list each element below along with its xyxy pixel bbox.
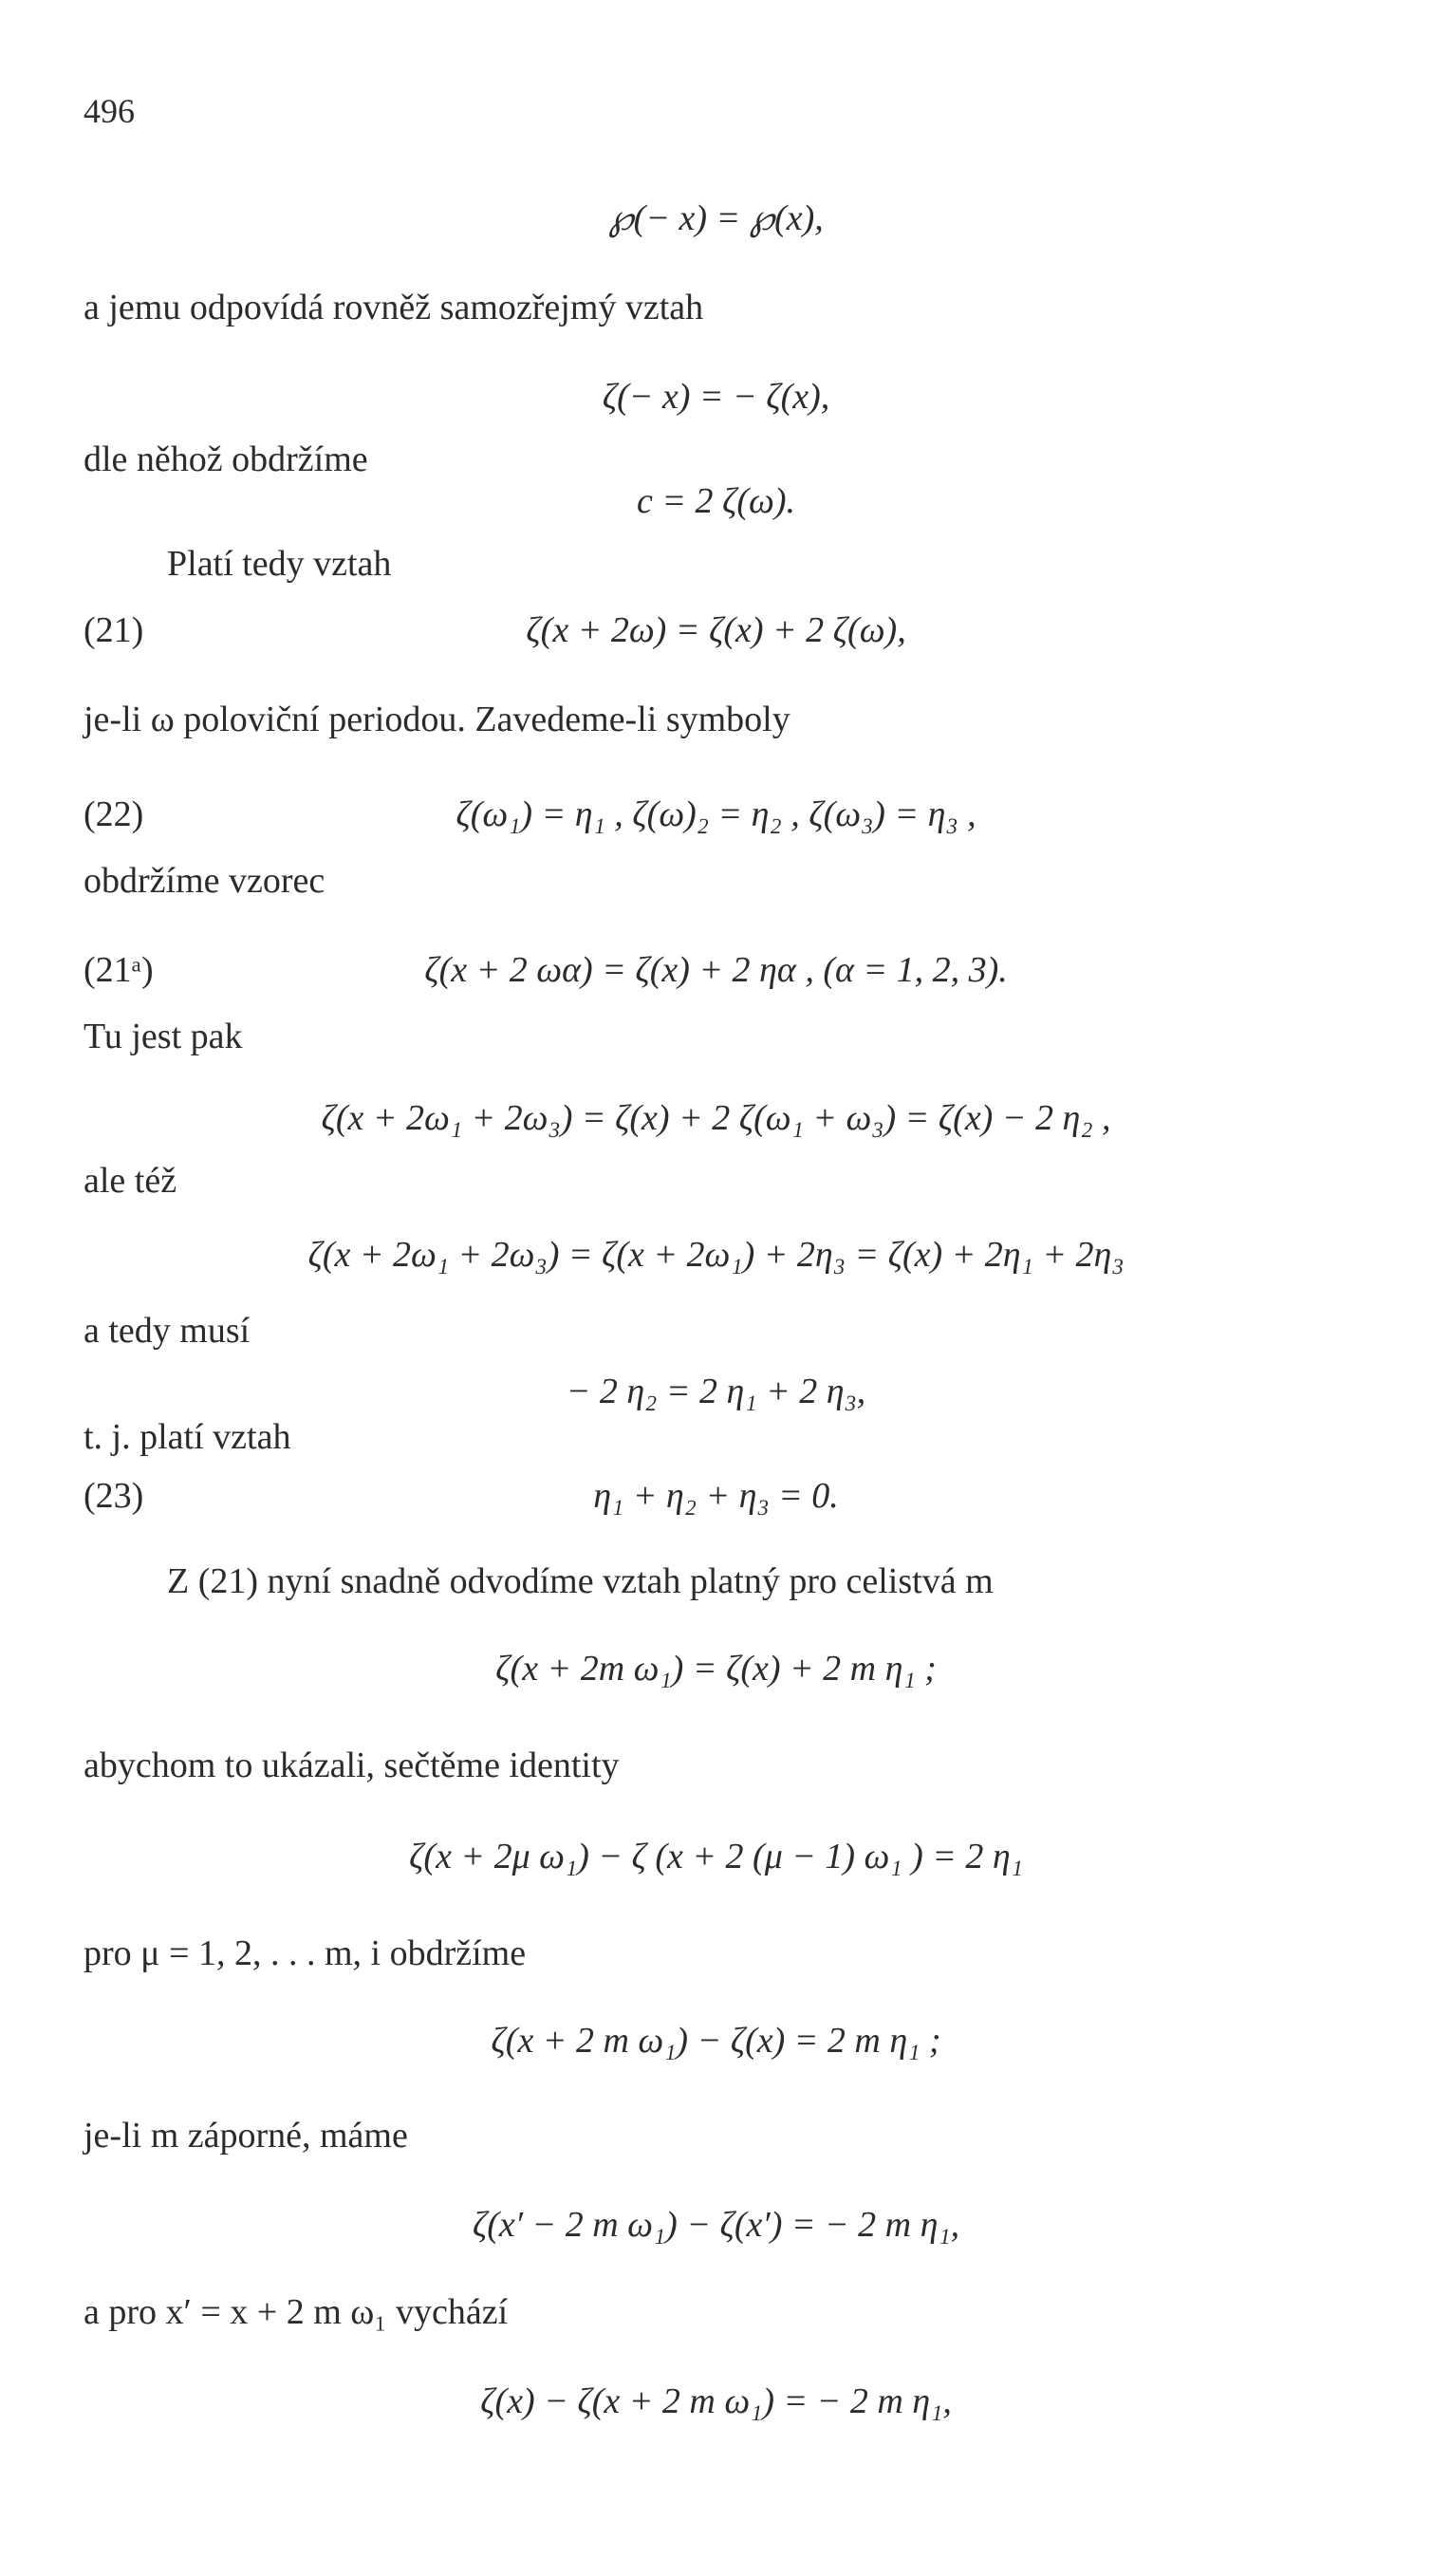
equation-21: ζ(x + 2ω) = ζ(x) + 2 ζ(ω), — [526, 610, 906, 650]
equation-sum-2: ζ(x + 2ω₁ + 2ω₃) = ζ(x + 2ω₁) + 2η₃ = ζ(x) + 2η₁ + 2η₃ — [307, 1235, 1125, 1275]
equation-22: ζ(ω₁) = η₁ , ζ(ω)₂ = η₂ , ζ(ω₃) = η₃ , — [456, 794, 976, 834]
text-line: dle něhož obdržíme — [84, 439, 368, 479]
text-line: a tedy musí — [84, 1311, 251, 1351]
text-line: Platí tedy vztah — [167, 544, 392, 584]
equation-identity: ζ(x + 2μ ω₁) − ζ (x + 2 (μ − 1) ω₁ ) = 2 η₁ — [409, 1837, 1023, 1876]
text-line: ale též — [84, 1161, 177, 1201]
page-number: 496 — [84, 92, 135, 130]
text-line: obdržíme vzorec — [84, 861, 325, 901]
equation-sum-1: ζ(x + 2ω₁ + 2ω₃) = ζ(x) + 2 ζ(ω₁ + ω₃) = ζ(x) − 2 η₂ , — [321, 1098, 1111, 1138]
equation-result: ζ(x) − ζ(x + 2 m ω₁) = − 2 m η₁, — [480, 2381, 952, 2421]
equation-number: (21ᵃ) — [84, 950, 154, 990]
equation-21a: ζ(x + 2 ωα) = ζ(x) + 2 ηα , (α = 1, 2, 3). — [424, 950, 1008, 990]
equation-sum-m: ζ(x + 2 m ω₁) − ζ(x) = 2 m η₁ ; — [491, 2021, 941, 2061]
text-line: a jemu odpovídá rovněž samozřejmý vztah — [84, 288, 704, 327]
text-line: je-li m záporné, máme — [84, 2116, 408, 2156]
equation-c: c = 2 ζ(ω). — [636, 481, 796, 521]
text-line: Tu jest pak — [84, 1017, 243, 1056]
text-line: je-li ω poloviční periodou. Zavedeme-li symboly — [84, 700, 790, 739]
equation-eta-relation: − 2 η₂ = 2 η₁ + 2 η₃, — [566, 1372, 866, 1411]
text-line: a pro x′ = x + 2 m ω₁ vychází — [84, 2292, 509, 2332]
equation-number: (21) — [84, 610, 144, 650]
equation-zeta-odd: ζ(− x) = − ζ(x), — [602, 377, 830, 417]
text-line: abychom to ukázali, sečtěme identity — [84, 1745, 620, 1785]
equation-23: η₁ + η₂ + η₃ = 0. — [593, 1476, 839, 1516]
equation-wp-even: ℘(− x) = ℘(x), — [608, 198, 824, 238]
text-line: pro μ = 1, 2, . . . m, i obdržíme — [84, 1933, 527, 1973]
equation-number: (22) — [84, 794, 144, 834]
equation-number: (23) — [84, 1476, 144, 1516]
equation-integer-m: ζ(x + 2m ω₁) = ζ(x) + 2 m η₁ ; — [495, 1649, 937, 1689]
text-line: t. j. platí vztah — [84, 1417, 291, 1457]
text-line: Z (21) nyní snadně odvodíme vztah platný pro celistvá m — [167, 1561, 994, 1601]
equation-negative-m: ζ(x′ − 2 m ω₁) − ζ(x′) = − 2 m η₁, — [472, 2205, 960, 2245]
